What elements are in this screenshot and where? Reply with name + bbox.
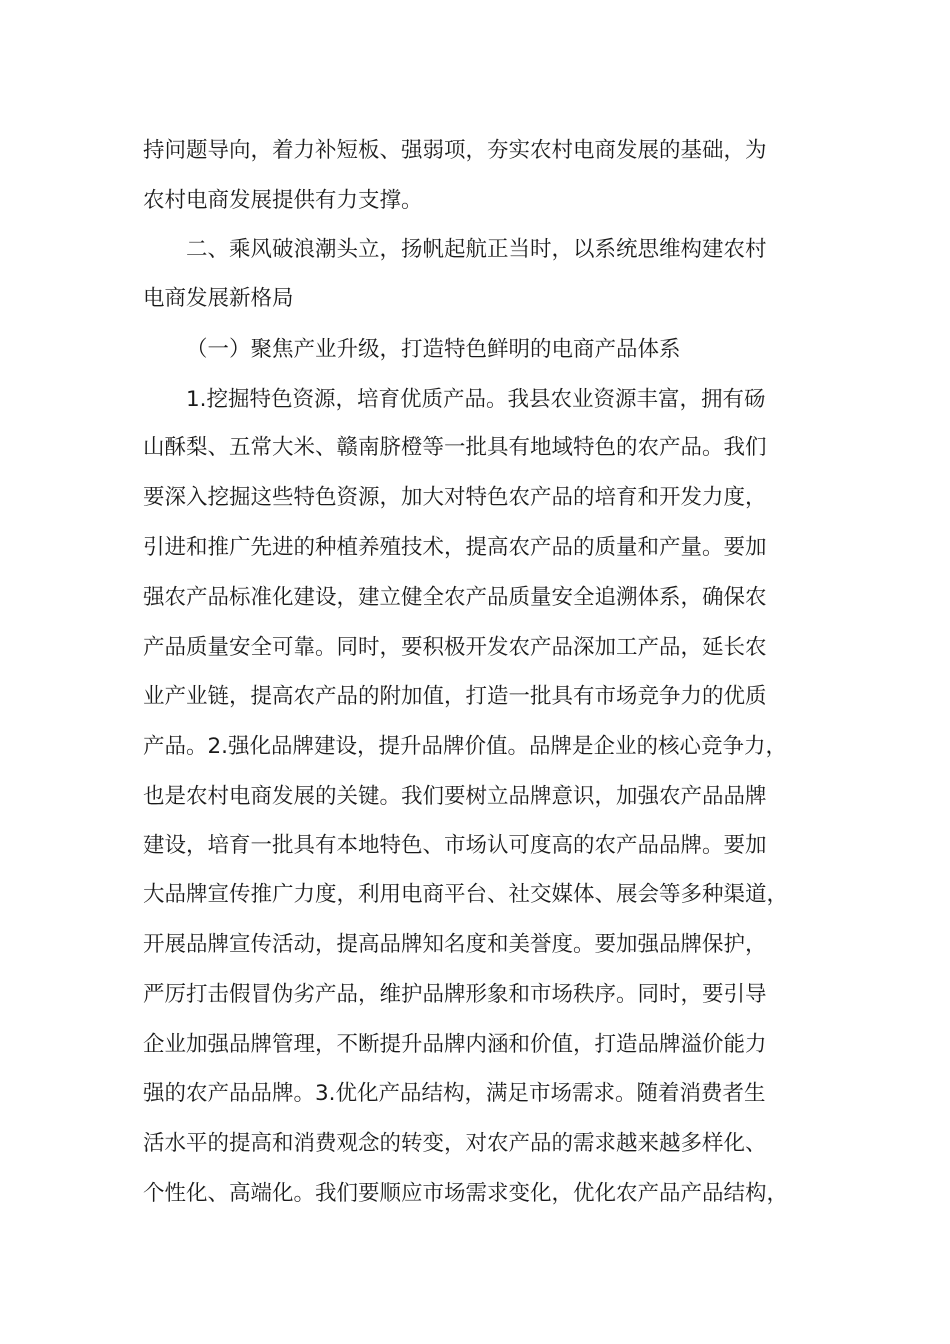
- body-text-line: 活水平的提高和消费观念的转变，对农产品的需求越来越多样化、: [143, 1131, 767, 1156]
- body-text-line: 强的农产品品牌。3.优化产品结构，满足市场需求。随着消费者生: [143, 1081, 766, 1106]
- body-text-line: 产品。2.强化品牌建设，提升品牌价值。品牌是企业的核心竞争力，: [143, 734, 788, 759]
- body-text-line: 1.挖掘特色资源，培育优质产品。我县农业资源丰富，拥有砀: [186, 387, 766, 412]
- body-text-line: 持问题导向，着力补短板、强弱项，夯实农村电商发展的基础，为: [143, 138, 767, 163]
- body-text-line: 产品质量安全可靠。同时，要积极开发农产品深加工产品，延长农: [143, 635, 767, 660]
- body-text-line: 大品牌宣传推广力度，利用电商平台、社交媒体、展会等多种渠道，: [143, 882, 789, 907]
- section-heading-line: 二、乘风破浪潮头立，扬帆起航正当时，以系统思维构建农村: [186, 237, 767, 262]
- body-text-line: 业产业链，提高农产品的附加值，打造一批具有市场竞争力的优质: [143, 684, 767, 709]
- subsection-heading: （一）聚焦产业升级，打造特色鲜明的电商产品体系: [186, 337, 681, 362]
- body-text-line: 农村电商发展提供有力支撑。: [143, 188, 423, 213]
- body-text-line: 强农产品标准化建设，建立健全农产品质量安全追溯体系，确保农: [143, 585, 767, 610]
- body-text-line: 个性化、高端化。我们要顺应市场需求变化，优化农产品产品结构，: [143, 1181, 789, 1206]
- body-text-line: 引进和推广先进的种植养殖技术，提高农产品的质量和产量。要加: [143, 535, 767, 560]
- body-text-line: 企业加强品牌管理，不断提升品牌内涵和价值，打造品牌溢价能力: [143, 1032, 767, 1057]
- section-heading-line: 电商发展新格局: [143, 286, 294, 311]
- body-text-line: 山酥梨、五常大米、赣南脐橙等一批具有地域特色的农产品。我们: [143, 435, 767, 460]
- body-text-line: 也是农村电商发展的关键。我们要树立品牌意识，加强农产品品牌: [143, 784, 767, 809]
- body-text-line: 要深入挖掘这些特色资源，加大对特色农产品的培育和开发力度，: [143, 485, 767, 510]
- body-text-line: 严厉打击假冒伪劣产品，维护品牌形象和市场秩序。同时，要引导: [143, 982, 767, 1007]
- body-text-line: 建设，培育一批具有本地特色、市场认可度高的农产品品牌。要加: [143, 833, 767, 858]
- body-text-line: 开展品牌宣传活动，提高品牌知名度和美誉度。要加强品牌保护，: [143, 932, 767, 957]
